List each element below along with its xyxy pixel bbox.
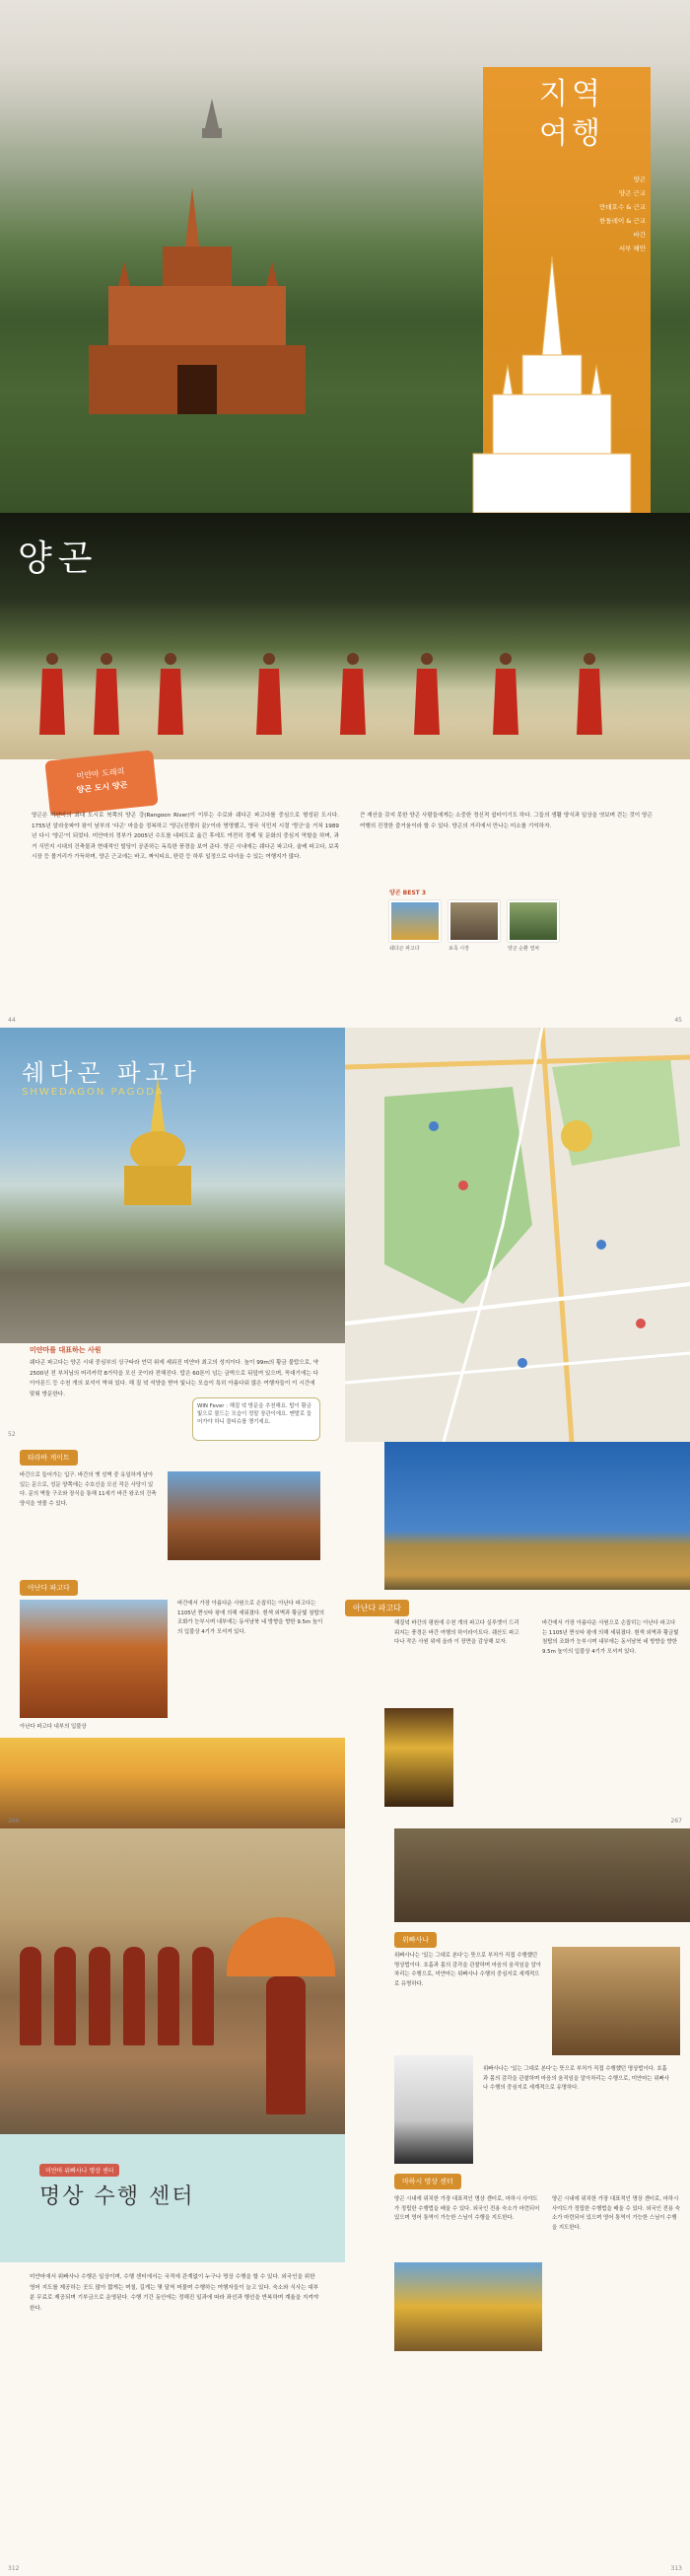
monk-figure [54, 1947, 76, 2045]
yangon-title: 양곤 [18, 538, 99, 579]
toc-item[interactable]: 서부 해안 [618, 245, 646, 252]
bagan-sites-spread [0, 1442, 690, 1828]
page-number: 52 [8, 1431, 16, 1438]
section-text: 바간에서 가장 아름다운 사원으로 손꼽히는 아난다 파고다는 1105년 짠싯타 왕에 의해 세워졌다. 흰색 외벽과 황금빛 첨탑의 조화가 눈부시며 내부에는 동서남북 네 방향을 향한 9.5m 높이의 입불상 4기가 모셔져 있다. [177, 1601, 324, 1635]
section-text: 위빠사나는 '있는 그대로 본다'는 뜻으로 부처가 직접 수행했던 명상법이다. 호흡과 몸의 감각을 관찰하며 마음의 움직임을 알아차리는 수행으로, 미얀마는 위빠사나 수행의 중심지로 세계적으로 유명하다. [483, 2066, 669, 2091]
thumb-caption: 보족 시장 [448, 946, 469, 952]
tharaba-gate-photo [168, 1471, 320, 1560]
monk-figure [577, 651, 602, 740]
meditation-spread [0, 1828, 690, 2576]
toc-item[interactable]: 바간 [633, 231, 646, 239]
shwedagon-area-map[interactable] [345, 1028, 690, 1442]
section-heading: 위빠사나 [394, 1932, 437, 1948]
page-number: 266 [8, 1818, 20, 1825]
intro-badge [44, 750, 158, 816]
thumb-caption: 양곤 순환 열차 [508, 946, 540, 952]
title-line-1: 지역 [539, 77, 604, 111]
section-heading: 미얀마를 대표하는 사원 [30, 1346, 102, 1354]
monk-figure [256, 651, 282, 740]
section-heading: 아난다 파고다 [345, 1600, 409, 1616]
shwedagon-spread [0, 1028, 690, 1442]
section-text: 위빠사나는 '있는 그대로 본다'는 뜻으로 부처가 직접 수행했던 명상법이다. 호흡과 몸의 감각을 관찰하며 마음의 움직임을 알아차리는 수행으로, 미얀마는 위빠사나 수행의 중심지로 세계적으로 유명하다. [394, 1953, 542, 1987]
meditation-hall-photo [394, 1828, 690, 1922]
region-title [498, 75, 646, 154]
map-graphic[interactable] [345, 1028, 690, 1442]
section-heading: 아난다 파고다 [20, 1580, 78, 1596]
sunset-panorama-photo [0, 1738, 345, 1828]
section-text: 양곤 시내에 위치한 가장 대표적인 명상 센터로, 마하시 사야도가 정립한 수행법을 배울 수 있다. 외국인 전용 숙소가 마련되어 있으며 영어 통역이 가능한 스님이 수행을 지도한다. [394, 2196, 540, 2221]
meditation-body-text: 미얀마에서 위빠사나 수행은 일상이며, 수행 센터에서는 국적에 관계없이 누구나 명상 수행을 할 수 있다. 외국인을 위한 영어 지도를 제공하는 곳도 많아 짧게는 며칠, 길게는 몇 달씩 머물며 수행하는 여행자들이 늘고 있다. 숙소와 식사는 대부분 무료로 제공되며 기부금으로 운영된다. 수행 기간 동안에는 정해진 일과에 따라 좌선과 행선을 반복하며 계율을 지켜야 한다. [30, 2274, 319, 2312]
ananda-pagoda-photo [20, 1600, 168, 1718]
page-number: 45 [674, 1017, 682, 1024]
section-text: 양곤 시내에 위치한 가장 대표적인 명상 센터로, 마하시 사야도가 정립한 수행법을 배울 수 있다. 외국인 전용 숙소가 마련되어 있으며 영어 통역이 가능한 스님이 수행을 지도한다. [552, 2196, 680, 2231]
distant-stupa-silhouette [197, 99, 227, 138]
tip-speech-bubble: WIN Fever : 해질 녘 방문을 추천해요. 탑이 황금빛으로 물드는 모습이 정말 장관이에요. 맨발로 들어가야 하니 물티슈를 챙기세요. [192, 1397, 320, 1441]
best-thumbnail[interactable] [508, 900, 559, 942]
bagan-temple-illustration [69, 168, 325, 414]
shwedagon-text: 쉐다곤 파고다는 양곤 시내 중심부의 싱구타라 언덕 위에 세워진 미얀마 최고의 성지이다. 높이 99m의 황금 불탑으로, 약 2500년 전 부처님의 머리카락 8가닥을 모신 곳이라 전해진다. 탑은 60톤이 넘는 금박으로 뒤덮여 있으며, 꼭대기에는 다이아몬드 등 수천 개의 보석이 박혀 있다. 해 질 녘 석양을 받아 빛나는 모습이 특히 아름다워 많은 여행자들이 이 시간에 맞춰 방문한다. [30, 1360, 319, 1397]
intro-text-continued: 큰 재산을 갖지 못한 양곤 사람들에게는 소중한 정신적 쉼터이기도 하다. 그들의 생활 양식과 일상을 엿보며 걷는 것이 양곤 여행의 진정한 즐거움이라 할 수 있다. 양곤의 거리에서 만나는 미소를 기억하자. [360, 813, 653, 829]
banner-subtitle: 미얀마 위빠사나 명상 센터 [39, 2164, 119, 2177]
meditation-room-photo [552, 1947, 680, 2055]
region-cover-spread [0, 0, 690, 513]
monk-figure [158, 651, 183, 740]
best-thumbnail[interactable] [448, 900, 500, 942]
thumb-caption: 쉐다곤 파고다 [389, 946, 420, 952]
monk-figure [493, 651, 518, 740]
monk-figure [94, 651, 119, 740]
monk-figure [39, 651, 65, 740]
monk-figure [89, 1947, 110, 2045]
toc-item[interactable]: 양곤 근교 [618, 189, 646, 197]
yangon-spread [0, 513, 690, 1028]
monk-figure [123, 1947, 145, 2045]
section-heading: 타라바 게이트 [20, 1450, 78, 1466]
page-number: 267 [670, 1818, 682, 1825]
badge-line-1: 미얀마 도래의 [76, 766, 125, 781]
region-toc [498, 173, 646, 255]
monk-figure [340, 651, 366, 740]
ananda-exterior-photo [384, 1442, 690, 1590]
page-number: 44 [8, 1017, 16, 1024]
monk-figure [192, 1947, 214, 2045]
shwedagon-subtitle: SHWEDAGON PAGODA [22, 1087, 165, 1098]
intro-text: 양곤은 미얀마의 최대 도시로 북쪽의 양곤 강(Rangoon River)이 이루는 수로와 쉐다곤 파고다를 중심으로 형성된 도시다. 1755년 알라웅파야 왕이 남부의 '다곤' 마을을 정복하고 '양곤(전쟁의 끝)'이라 명명했고, 영국 식민지 시절 '랑군'을 거쳐 1989년 다시 '양곤'이 되었다. 미얀마의 정부가 2005년 수도를 네피도로 옮긴 후에도 여전히 경제 및 문화의 중심지 역할을 하며, 과거 식민지 시대의 건축물과 현대적인 빌딩이 공존하는 독특한 풍경을 보여 준다. 양곤 시내에는 쉐다곤 파고다, 술레 파고다, 보족 시장 등 볼거리가 가득하며, 양곤 근교에는 바고, 짜익티요, 딴린 등 하루 일정으로 다녀올 수 있는 여행지가 많다. [32, 813, 339, 860]
section-text: 바간으로 들어가는 입구. 바간의 옛 성벽 중 유일하게 남아 있는 문으로, 성문 양쪽에는 수호신을 모신 작은 사당이 있다. 문의 벽돌 구조와 장식을 통해 11세기 바간 왕조의 건축 양식을 엿볼 수 있다. [20, 1472, 157, 1507]
meditation-center-photo [394, 2262, 542, 2351]
photo-caption: 아난다 파고다 내부의 입불상 [20, 1724, 87, 1730]
standing-buddha-photo [384, 1708, 453, 1807]
section-text: 해질녘 바간의 평원에 수천 개의 파고다 실루엣이 드리워지는 풍경은 바간 여행의 하이라이트다. 쉐산도 파고다나 작은 사원 위에 올라 이 장면을 감상해 보자. [394, 1620, 519, 1645]
monk-figure [414, 651, 440, 740]
best-label: 양곤 BEST 3 [389, 890, 427, 896]
monk-figure [266, 1976, 306, 2114]
toc-item[interactable]: 한돌레이 & 근교 [599, 217, 646, 225]
page-number: 312 [8, 2565, 20, 2572]
banner-title: 명상 수행 센터 [39, 2184, 195, 2209]
page-number: 313 [670, 2565, 682, 2572]
best-thumbnail[interactable] [389, 900, 441, 942]
badge-line-2: 양곤 도시 양곤 [76, 780, 128, 795]
meditator-photo [394, 2055, 473, 2164]
toc-item[interactable]: 양곤 [633, 176, 646, 183]
section-text: 바간에서 가장 아름다운 사원으로 손꼽히는 아난다 파고다는 1105년 짠싯타 왕에 의해 세워졌다. 흰색 외벽과 황금빛 첨탑의 조화가 눈부시며 내부에는 동서남북 네 방향을 향한 9.5m 높이의 입불상 4기가 모셔져 있다. [542, 1620, 679, 1655]
title-line-2: 여행 [539, 116, 604, 151]
white-pagoda-illustration [463, 247, 641, 513]
toc-item[interactable]: 만데호수 & 근교 [599, 203, 646, 211]
shwedagon-title: 쉐다곤 파고다 [22, 1059, 201, 1087]
section-heading: 마하시 명상 센터 [394, 2174, 461, 2189]
monk-figure [20, 1947, 41, 2045]
monk-figure [158, 1947, 179, 2045]
